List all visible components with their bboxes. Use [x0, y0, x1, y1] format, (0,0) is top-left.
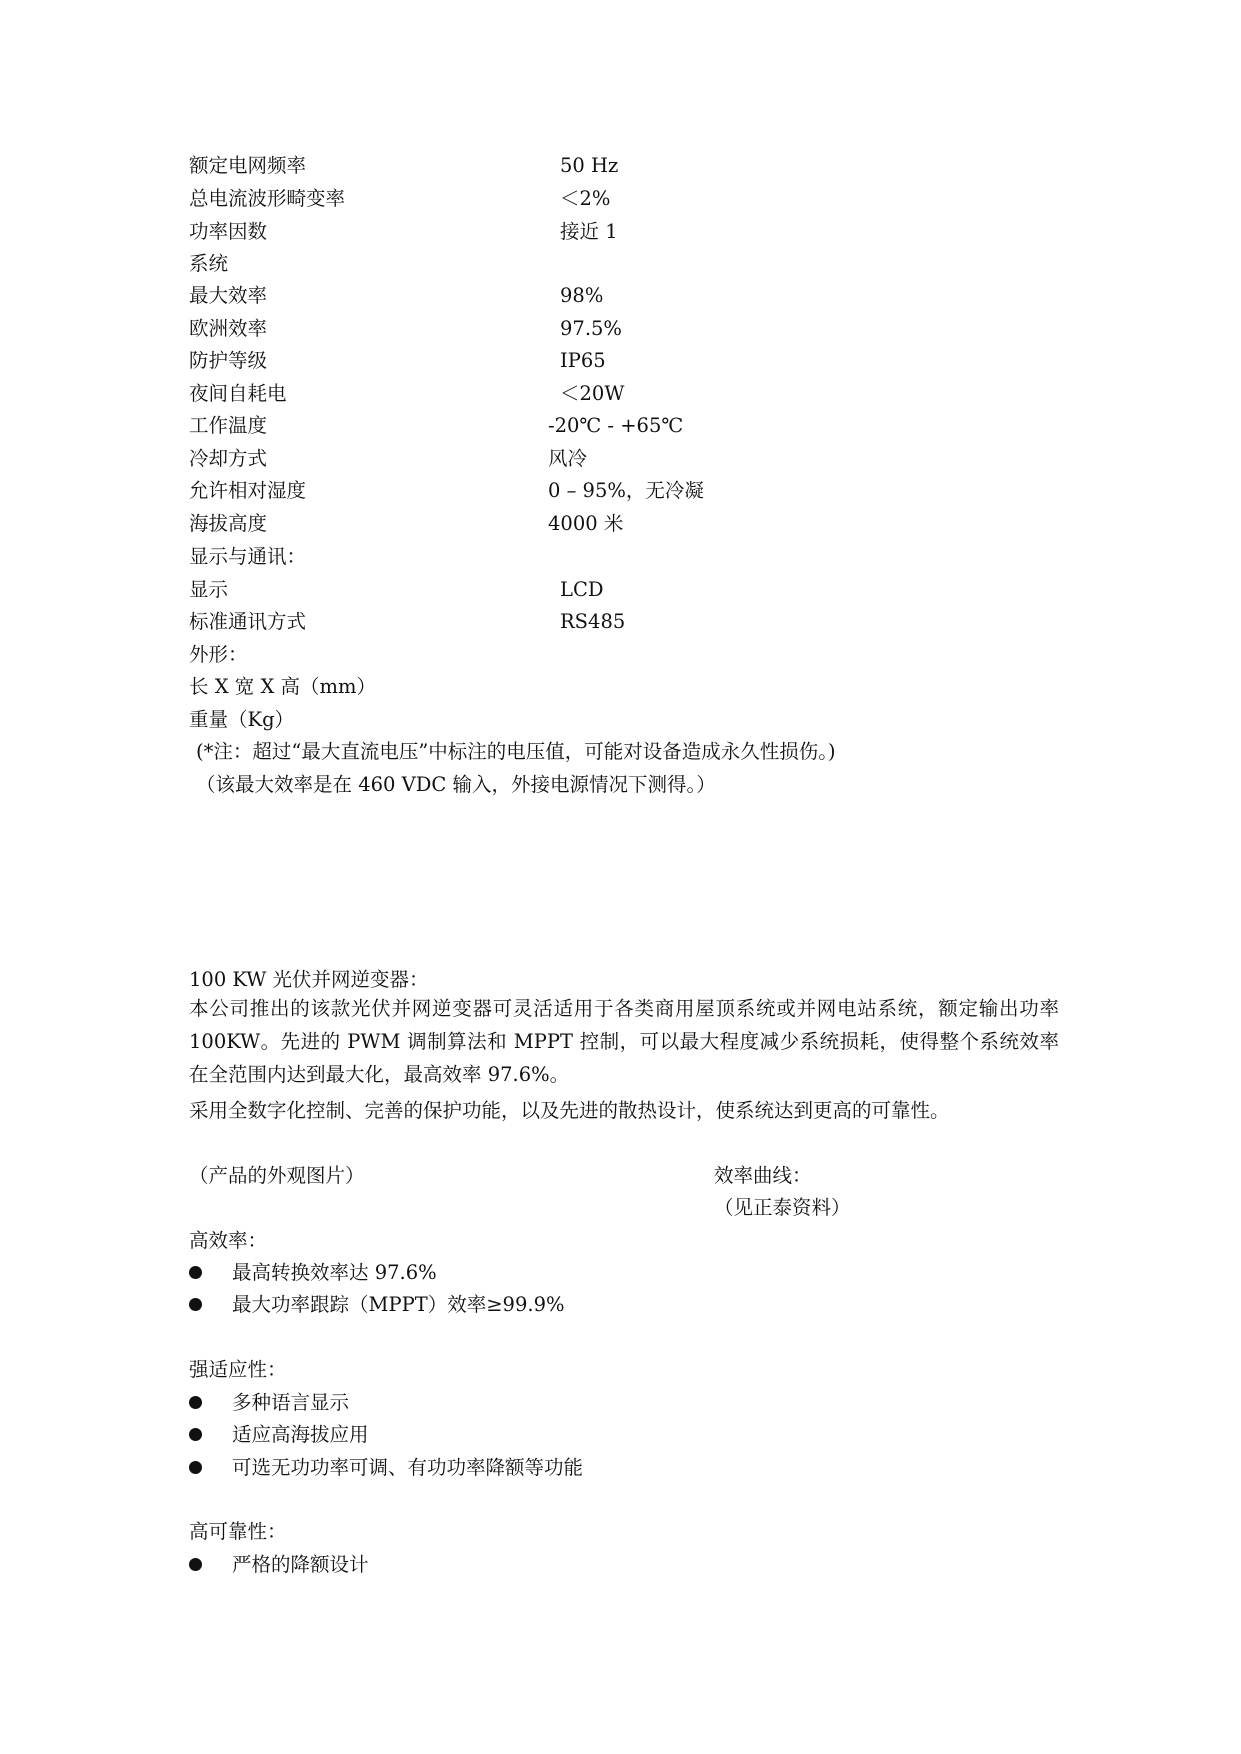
spec-label: 总电流波形畸变率: [189, 187, 346, 210]
spec-label: 标准通讯方式: [189, 610, 307, 633]
list-item: 最高转换效率达 97.6%: [232, 1261, 437, 1284]
efficiency-curve-label: 效率曲线：: [714, 1164, 812, 1187]
spec-value: 98%: [560, 284, 604, 307]
bullet-icon: [189, 1558, 202, 1571]
list-item: 可选无功功率可调、有功功率降额等功能: [232, 1456, 584, 1479]
list-item: 最大功率跟踪（MPPT）效率≥99.9%: [232, 1293, 565, 1316]
spec-value: 4000 米: [548, 512, 624, 535]
spec-value: 接近 1: [560, 220, 618, 243]
bullet-icon: [189, 1266, 202, 1279]
group-heading: 强适应性：: [189, 1358, 287, 1381]
section-title: 100 KW 光伏并网逆变器：: [189, 968, 429, 991]
spec-section-heading: 外形：: [189, 643, 248, 666]
note-max-efficiency: （该最大效率是在 460 VDC 输入，外接电源情况下测得。）: [196, 773, 716, 796]
spec-section-heading: 系统: [189, 252, 229, 275]
spec-label: 长 X 宽 X 高（mm）: [189, 675, 377, 698]
list-item: 适应高海拔应用: [232, 1423, 369, 1446]
spec-label: 显示: [189, 578, 229, 601]
spec-label: 海拔高度: [189, 512, 268, 535]
spec-label: 允许相对湿度: [189, 479, 307, 502]
spec-label: 工作温度: [189, 414, 268, 437]
spec-value: 97.5%: [560, 317, 622, 340]
spec-section-heading: 显示与通讯：: [189, 545, 307, 568]
note-max-voltage: (*注：超过“最大直流电压”中标注的电压值，可能对设备造成永久性损伤。): [196, 740, 836, 763]
bullet-icon: [189, 1298, 202, 1311]
reliability-paragraph: 采用全数字化控制、完善的保护功能，以及先进的散热设计，使系统达到更高的可靠性。: [189, 1099, 950, 1122]
list-item: 多种语言显示: [232, 1391, 350, 1414]
image-caption: （产品的外观图片）: [189, 1164, 365, 1187]
spec-value: 风冷: [548, 447, 588, 470]
spec-value: RS485: [560, 610, 626, 633]
spec-value: ＜20W: [560, 382, 625, 405]
spec-label: 重量（Kg）: [189, 708, 295, 731]
spec-label: 防护等级: [189, 349, 268, 372]
spec-value: 50 Hz: [560, 154, 619, 177]
spec-label: 冷却方式: [189, 447, 268, 470]
bullet-icon: [189, 1428, 202, 1441]
spec-value: LCD: [560, 578, 604, 601]
spec-value: -20℃ - +65℃: [548, 414, 684, 437]
spec-label: 额定电网频率: [189, 154, 307, 177]
efficiency-curve-source: （见正泰资料）: [714, 1196, 851, 1219]
spec-label: 欧洲效率: [189, 317, 268, 340]
spec-label: 夜间自耗电: [189, 382, 287, 405]
bullet-icon: [189, 1396, 202, 1409]
spec-label: 最大效率: [189, 284, 268, 307]
intro-paragraph: 本公司推出的该款光伏并网逆变器可灵活适用于各类商用屋顶系统或并网电站系统，额定输出功率 100KW。先进的 PWM 调制算法和 MPPT 控制，可以最大程度减少系统损耗，使得整个系统效率在全范围内达到最大化，最高效率 97.6%。: [189, 997, 1059, 1086]
spec-value: ＜2%: [560, 187, 611, 210]
group-heading: 高可靠性：: [189, 1520, 287, 1543]
spec-value: 0 – 95%，无冷凝: [548, 479, 704, 502]
spec-value: IP65: [560, 349, 606, 372]
list-item: 严格的降额设计: [232, 1553, 369, 1576]
spec-label: 功率因数: [189, 220, 268, 243]
group-heading: 高效率：: [189, 1229, 268, 1252]
bullet-icon: [189, 1461, 202, 1474]
